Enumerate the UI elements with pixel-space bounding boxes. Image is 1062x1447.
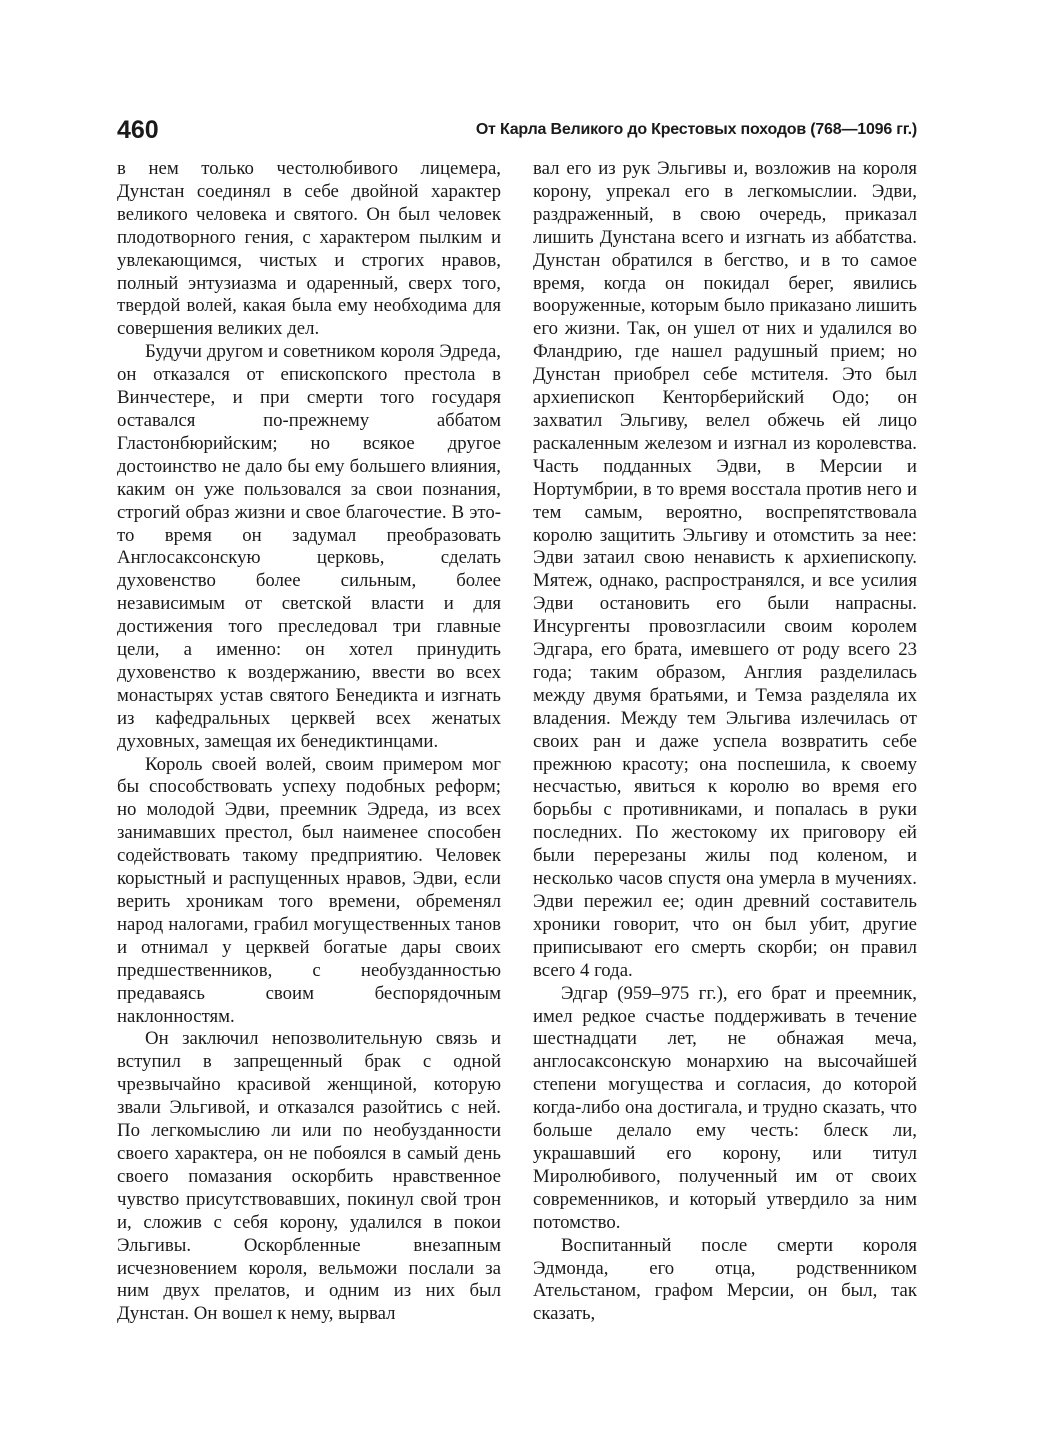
page-number: 460: [117, 116, 159, 144]
paragraph: вал его из рук Эльгивы и, возложив на короля корону, упрекал его в легкомыслии. Эдви, раздраженный, в свою очередь, приказал лишить Дунстана всего и изгнать из аббатства. Дунстан обратился в бегство, и в то самое время, когда он покидал берег, явились вооруженные, которым было приказано лишить его жизни. Так, он ушел от них и удалился во Фландрию, где нашел радушный прием; но Дунстан приобрел себе мстителя. Это был архиепископ Кенторберийский Одо; он захватил Эльгиву, велел обжечь ей лицо раскаленным железом и изгнал из королевства. Часть подданных Эдви, в Мерсии и Нортумбрии, в то время восстала против него и тем самым, вероятно, воспрепятствовала королю защитить Эльгиву и отомстить за нее: Эдви затаил свою ненависть к архиепископу. Мятеж, однако, распространялся, и все усилия Эдви остановить его были напрасны. Инсургенты провозгласили своим королем Эдгара, его брата, имевшего от роду всего 23 года; таким образом, Англия разделилась между двумя братьями, и Темза разделяла их владения. Между тем Эльгива излечилась от своих ран и даже успела возвратить себе прежнюю красоту; она поспешила, к своему несчастью, явиться к королю во время его борьбы с противниками, и попалась в руки последних. По жестокому их приговору ей были перерезаны жилы под коленом, и несколько часов спустя она умерла в мучениях. Эдви пережил ее; один древний составитель хроники говорит, что он был убит, другие приписывают его смерть скорби; он правил всего 4 года.: [533, 158, 917, 981]
running-title: От Карла Великого до Крестовых походов (768—1096 гг.): [475, 121, 917, 138]
paragraph: в нем только честолюбивого лицемера, Дунстан соединял в себе двойной характер великого человека и святого. Он был человек плодотворного гения, с характером пылким и увлекающимся, чистых и строгих нравов, полный энтузиазма и одаренный, сверх того, твердой волей, какая была ему необходима для совершения великих дел.: [117, 158, 501, 340]
paragraph: Будучи другом и советником короля Эдреда, он отказался от епископского престола в Винчестере, и при смерти того государя оставался по-прежнему аббатом Гластонбюрийским; но всякое другое достоинство не дало бы ему большего влияния, каким он уже пользовался за свои познания, строгий образ жизни и свое благочестие. В это-то время он задумал преобразовать Англосаксонскую церковь, сделать духовенство более сильным, более независимым от светской власти и для достижения того преследовал три главные цели, а именно: он хотел принудить духовенство к воздержанию, ввести во всех монастырях устав святого Бенедикта и изгнать из кафедральных церквей всех женатых духовных, замещая их бенедиктинцами.: [117, 341, 501, 752]
page-header: [117, 114, 917, 146]
left-column: [117, 158, 501, 1326]
paragraph: Эдгар (959–975 гг.), его брат и преемник, имел редкое счастье поддерживать в течение шестнадцати лет, не обнажая меча, англосаксонскую монархию на высочайшей степени могущества и согласия, до которой когда-либо она достигала, и трудно сказать, что больше делало ему честь: блеск ли, украшавший его корону, или титул Миролюбивого, полученный им от своих современников, и который утвердило за ним потомство.: [533, 982, 917, 1233]
right-column: [533, 158, 917, 1326]
paragraph: Воспитанный после смерти короля Эдмонда, его отца, родственником Ательстаном, графом Мерсии, он был, так сказать,: [533, 1234, 917, 1325]
paragraph: Он заключил непозволительную связь и вступил в запрещенный брак с одной чрезвычайно красивой женщиной, которую звали Эльгивой, и отказался разойтись с ней. По легкомыслию ли или по необузданности своего характера, он не побоялся в самый день своего помазания оскорбить нравственное чувство присутствовавших, покинул свой трон и, сложив с себя корону, удалился в покои Эльгивы. Оскорбленные внезапным исчезновением короля, вельможи послали за ним двух прелатов, и одним из них был Дунстан. Он вошел к нему, вырвал: [117, 1028, 501, 1325]
paragraph: Король своей волей, своим примером мог бы способствовать успеху подобных реформ; но молодой Эдви, преемник Эдреда, из всех занимавших престол, был наименее способен содействовать такому предприятию. Человек корыстный и распущенных нравов, Эдви, если верить хроникам того времени, обременял народ налогами, грабил могущественных танов и отнимал у церквей богатые дары своих предшественников, с необузданностью предаваясь своим беспорядочным наклонностям.: [117, 753, 501, 1027]
